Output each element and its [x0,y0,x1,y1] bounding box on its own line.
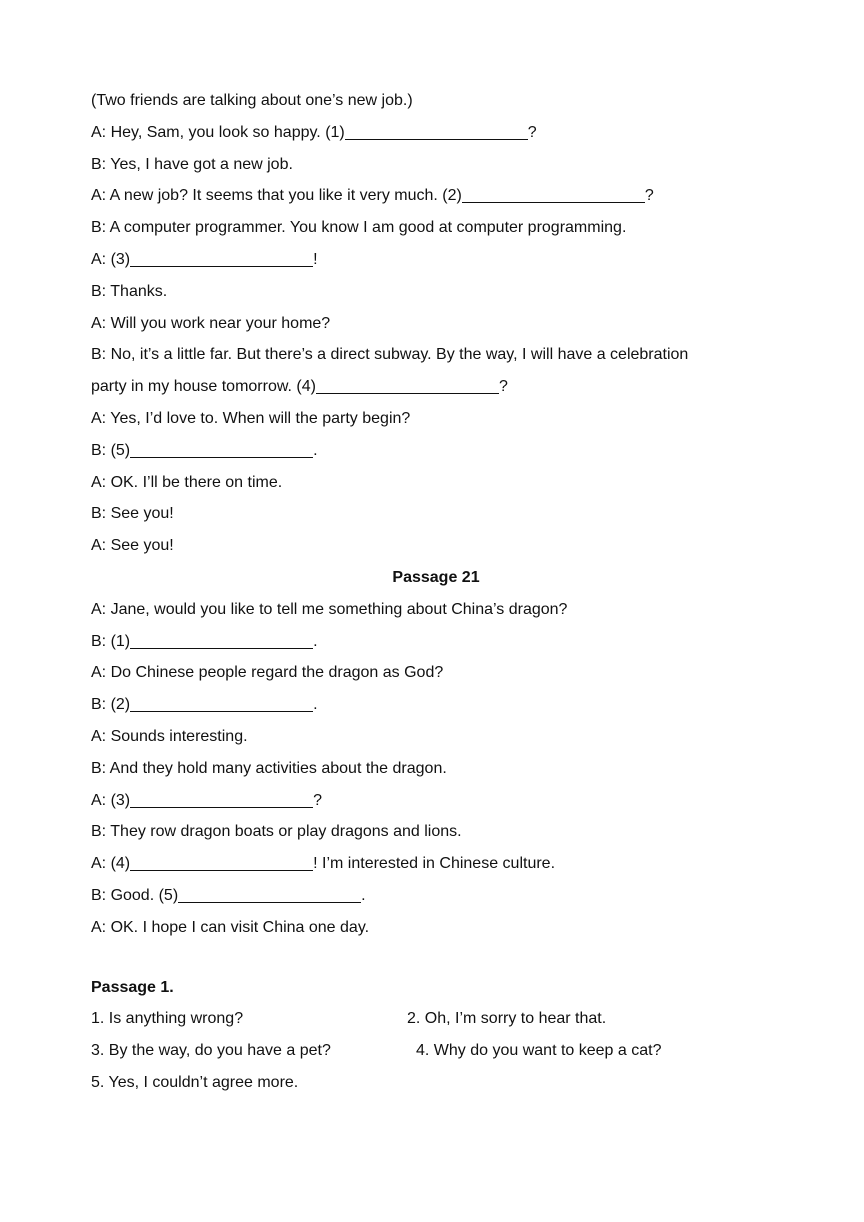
dialogue-text: ? [498,378,508,396]
dialogue-line: A: Jane, would you like to tell me something about China’s dragon? [91,600,568,618]
dialogue-line: B: Yes, I have got a new job. [91,155,293,173]
dialogue-text: . [361,886,366,904]
dialogue-intro: (Two friends are talking about one’s new job.) [91,92,413,109]
dialogue-line [91,851,781,883]
dialogue-line: A: Will you work near your home? [91,314,331,332]
dialogue-line: A: Sounds interesting. [91,727,248,745]
dialogue-line [91,438,781,470]
dialogue-line [91,692,781,724]
dialogue-text: . [313,696,318,714]
answer-item: 3. By the way, do you have a pet? [91,1042,331,1060]
answers-heading: Passage 1. [91,978,174,996]
dialogue-line: B: They row dragon boats or play dragons and lions. [91,823,462,841]
dialogue-line [91,183,781,215]
answers-row [91,1006,781,1038]
answer-item: 4. Why do you want to keep a cat? [416,1042,662,1060]
answer-blank[interactable] [130,853,313,871]
dialogue-text: party in my house tomorrow. (4) [91,378,316,396]
answers-row [91,1038,781,1070]
answer-blank[interactable] [130,440,313,458]
dialogue-text: A: Hey, Sam, you look so happy. (1) [91,123,345,141]
answer-blank[interactable] [462,185,645,203]
dialogue-text: A: (4) [91,855,131,873]
dialogue-line [91,120,781,152]
dialogue-text: B: (1) [91,632,131,650]
dialogue-line: B: A computer programmer. You know I am good at computer programming. [91,219,627,237]
dialogue-text: B: (5) [91,441,131,459]
section-spacer [91,947,781,975]
dialogue-text: B: (2) [91,696,131,714]
dialogue-line: A: OK. I’ll be there on time. [91,473,283,491]
dialogue-line [91,629,781,661]
answer-blank[interactable] [130,694,313,712]
answer-blank[interactable] [345,122,528,140]
answer-blank[interactable] [130,249,313,267]
answer-item: 5. Yes, I couldn’t agree more. [91,1073,299,1091]
answer-blank[interactable] [178,885,361,903]
dialogue-line: A: OK. I hope I can visit China one day. [91,918,370,936]
dialogue-line: B: Thanks. [91,282,168,300]
dialogue-text: . [313,441,318,459]
dialogue-text: ? [527,123,537,141]
document-page [91,88,781,1102]
dialogue-text: . [313,632,318,650]
dialogue-line: A: See you! [91,537,174,555]
dialogue-line: A: Do Chinese people regard the dragon as God? [91,664,444,682]
answer-blank[interactable] [130,790,313,808]
dialogue-text: ! [313,250,318,268]
answer-item: 1. Is anything wrong? [91,1010,244,1028]
passage-heading: Passage 21 [392,568,480,586]
dialogue-text: ? [644,187,654,205]
answer-blank[interactable] [130,631,313,649]
dialogue-line [91,374,781,406]
dialogue-text: A: A new job? It seems that you like it very much. (2) [91,187,462,205]
dialogue-line: B: See you! [91,505,174,523]
dialogue-line: B: And they hold many activities about the dragon. [91,759,447,777]
dialogue-text: A: (3) [91,791,131,809]
answer-item: 2. Oh, I’m sorry to hear that. [407,1010,607,1028]
dialogue-text: A: (3) [91,250,131,268]
dialogue-text: B: Good. (5) [91,886,179,904]
dialogue-text: ? [313,791,323,809]
dialogue-line [91,883,781,915]
answer-blank[interactable] [316,376,499,394]
dialogue-line: B: No, it’s a little far. But there’s a direct subway. By the way, I will have a celebration [91,346,689,364]
dialogue-text: ! I’m interested in Chinese culture. [313,855,556,873]
dialogue-line [91,788,781,820]
dialogue-line: A: Yes, I’d love to. When will the party begin? [91,409,411,427]
dialogue-line [91,247,781,279]
